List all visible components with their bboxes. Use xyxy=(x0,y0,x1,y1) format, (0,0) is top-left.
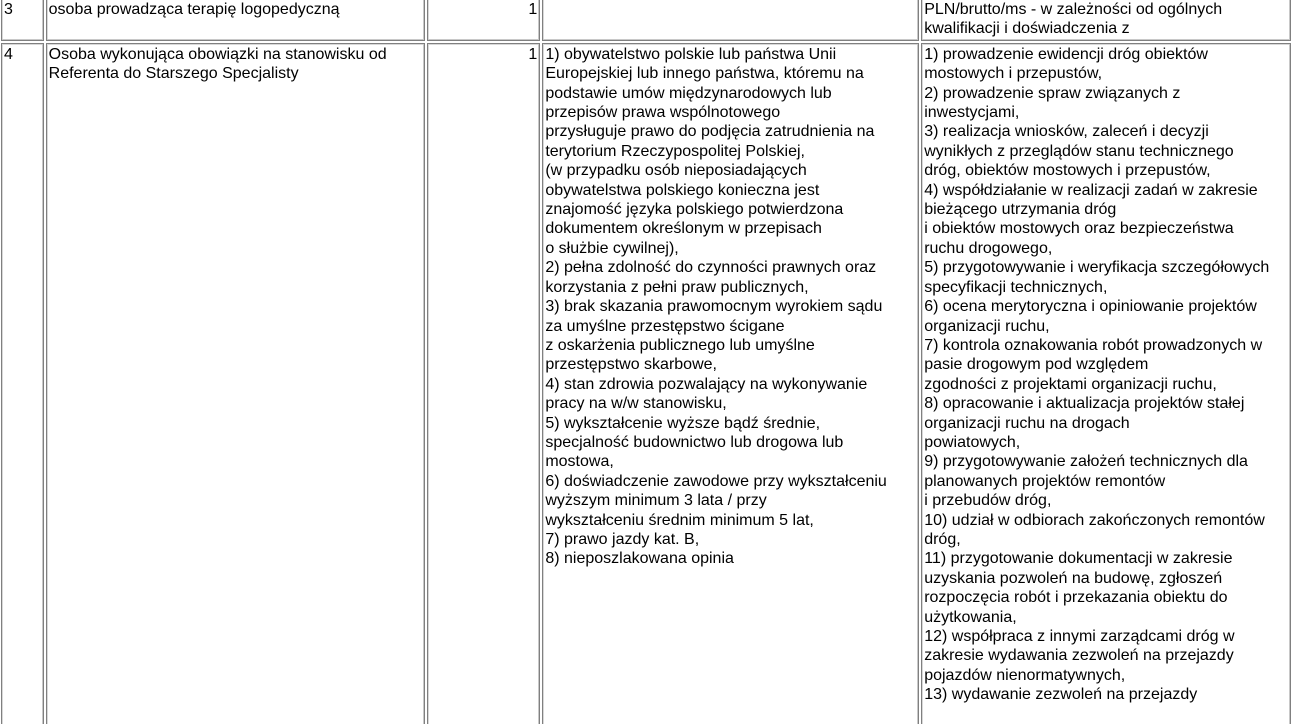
duty-line: pojazdów nienormatywnych, xyxy=(924,666,1126,684)
requirement-line: pracy na w/w stanowisku, xyxy=(545,395,727,413)
position-line: osoba prowadząca terapię logopedyczną xyxy=(48,1,340,18)
duty-line: 11) przygotowanie dokumentacji w zakresie xyxy=(924,550,1233,568)
requirements-cell xyxy=(542,0,919,41)
lp-number: 3 xyxy=(4,1,13,18)
duty-line: mostowych i przepustów, xyxy=(924,65,1103,83)
duty-line: zakresie wydawania zezwoleń na przejazdy xyxy=(924,647,1234,665)
position-line: Referenta do Starszego Specjalisty xyxy=(48,65,299,83)
requirement-line: o służbie cywilnej), xyxy=(545,239,679,257)
duty-line: 4) współdziałanie w realizacji zadań w zakresie xyxy=(924,181,1258,199)
duty-line: 1) prowadzenie ewidencji dróg obiektów xyxy=(924,45,1208,63)
requirement-line: 5) wykształcenie wyższe bądź średnie, xyxy=(545,414,821,432)
position-cell xyxy=(46,0,425,41)
duty-line: 8) opracowanie i aktualizacja projektów stałej xyxy=(924,395,1245,413)
duty-line: wynikłych z przeglądów stanu technicznego xyxy=(924,142,1234,160)
requirement-line: dokumentem określonym w przepisach xyxy=(545,220,822,238)
requirement-line: 7) prawo jazdy kat. B, xyxy=(545,530,700,548)
requirement-line: terytorium Rzeczypospolitej Polskiej, xyxy=(545,142,805,160)
count-value: 1 xyxy=(528,1,538,18)
requirement-line: (w przypadku osób nieposiadających xyxy=(545,162,807,180)
duty-line: bieżącego utrzymania dróg xyxy=(924,201,1117,219)
duty-line: inwestycjami, xyxy=(924,104,1020,122)
duty-line: 12) współpraca z innymi zarządcami dróg w xyxy=(924,628,1235,645)
duties-cell xyxy=(921,0,1291,41)
requirement-line: 2) pełna zdolność do czynności prawnych oraz xyxy=(545,259,877,277)
requirement-line: specjalność budownictwo lub drogowa lub xyxy=(545,433,844,451)
requirement-line: 3) brak skazania prawomocnym wyrokiem sądu xyxy=(545,298,883,316)
requirement-line: wykształceniu średnim minimum 5 lat, xyxy=(545,511,814,529)
duty-line: i obiektów mostowych oraz bezpieczeństwa xyxy=(924,220,1234,238)
duty-line: uzyskania pozwoleń na budowę, zgłoszeń xyxy=(924,569,1223,587)
requirement-line: 8) nieposzlakowana opinia xyxy=(545,550,734,568)
requirement-line: wyższym minimum 3 lata / przy xyxy=(545,492,767,510)
duty-line: 3) realizacja wniosków, zaleceń i decyzji xyxy=(924,123,1209,141)
requirement-line: za umyślne przestępstwo ścigane xyxy=(545,317,785,335)
position-line: Osoba wykonująca obowiązki na stanowisku od xyxy=(48,45,387,63)
lp-cell xyxy=(1,43,44,724)
count-value: 1 xyxy=(528,45,538,63)
duty-line: organizacji ruchu, xyxy=(924,317,1050,335)
requirement-line: Europejskiej lub innego państwa, któremu na xyxy=(545,65,864,83)
requirement-line: z oskarżenia publicznego lub umyślne xyxy=(545,336,815,354)
duty-line: specyfikacji technicznych, xyxy=(924,278,1108,296)
duty-line: dróg, xyxy=(924,530,961,548)
duty-line: zgodności z projektami organizacji ruchu, xyxy=(924,375,1217,393)
position-cell xyxy=(46,43,425,724)
duty-line: powiatowych, xyxy=(924,433,1021,451)
duty-line: 6) ocena merytoryczna i opiniowanie projektów xyxy=(924,298,1257,316)
duty-line: kwalifikacji i doświadczenia z xyxy=(924,20,1130,38)
requirements-cell xyxy=(542,43,919,724)
duty-line: użytkowania, xyxy=(924,608,1017,626)
table-row xyxy=(1,0,1291,41)
table-row xyxy=(1,43,1291,724)
requirement-line: obywatelstwa polskiego konieczna jest xyxy=(545,181,820,199)
count-cell xyxy=(427,43,541,724)
duty-line: 9) przygotowywanie założeń technicznych dla xyxy=(924,453,1248,471)
count-cell xyxy=(427,0,541,41)
duty-line: 2) prowadzenie spraw związanych z xyxy=(924,84,1181,102)
duty-line: planowanych projektów remontów xyxy=(924,472,1166,490)
requirement-line: korzystania z pełni praw publicznych, xyxy=(545,278,809,296)
requirement-line: przepisów prawa wspólnotowego xyxy=(545,104,781,122)
requirement-line: 4) stan zdrowia pozwalający na wykonywanie xyxy=(545,375,868,393)
requirement-line: przestępstwo skarbowe, xyxy=(545,356,717,374)
duty-line: 5) przygotowywanie i weryfikacja szczegółowych xyxy=(924,259,1270,277)
requirement-line: 6) doświadczenie zawodowe przy wykształceniu xyxy=(545,472,887,490)
duty-line: rozpoczęcia robót i przekazania obiektu do xyxy=(924,589,1228,607)
requirement-line: znajomość języka polskiego potwierdzona xyxy=(545,201,844,219)
duty-line: organizacji ruchu na drogach xyxy=(924,414,1130,432)
requirement-line: przysługuje prawo do podjęcia zatrudnienia na xyxy=(545,123,875,141)
requirement-line: podstawie umów międzynarodowych lub xyxy=(545,84,832,102)
duty-line: 7) kontrola oznakowania robót prowadzonych w xyxy=(924,336,1263,354)
duty-line: i przebudów dróg, xyxy=(924,492,1052,510)
duty-line: ruchu drogowego, xyxy=(924,239,1053,257)
lp-number: 4 xyxy=(4,45,13,63)
duty-line: PLN/brutto/ms - w zależności od ogólnych xyxy=(924,1,1223,18)
duty-line: pasie drogowym pod względem xyxy=(924,356,1149,374)
requirement-line: 1) obywatelstwo polskie lub państwa Unii xyxy=(545,45,837,63)
duty-line: 13) wydawanie zezwoleń na przejazdy xyxy=(924,686,1198,704)
duty-line: dróg, obiektów mostowych i przepustów, xyxy=(924,162,1211,180)
lp-cell xyxy=(1,0,44,41)
requirement-line: mostowa, xyxy=(545,453,614,471)
duty-line: 10) udział w odbiorach zakończonych remontów xyxy=(924,511,1265,529)
duties-cell xyxy=(921,43,1291,724)
